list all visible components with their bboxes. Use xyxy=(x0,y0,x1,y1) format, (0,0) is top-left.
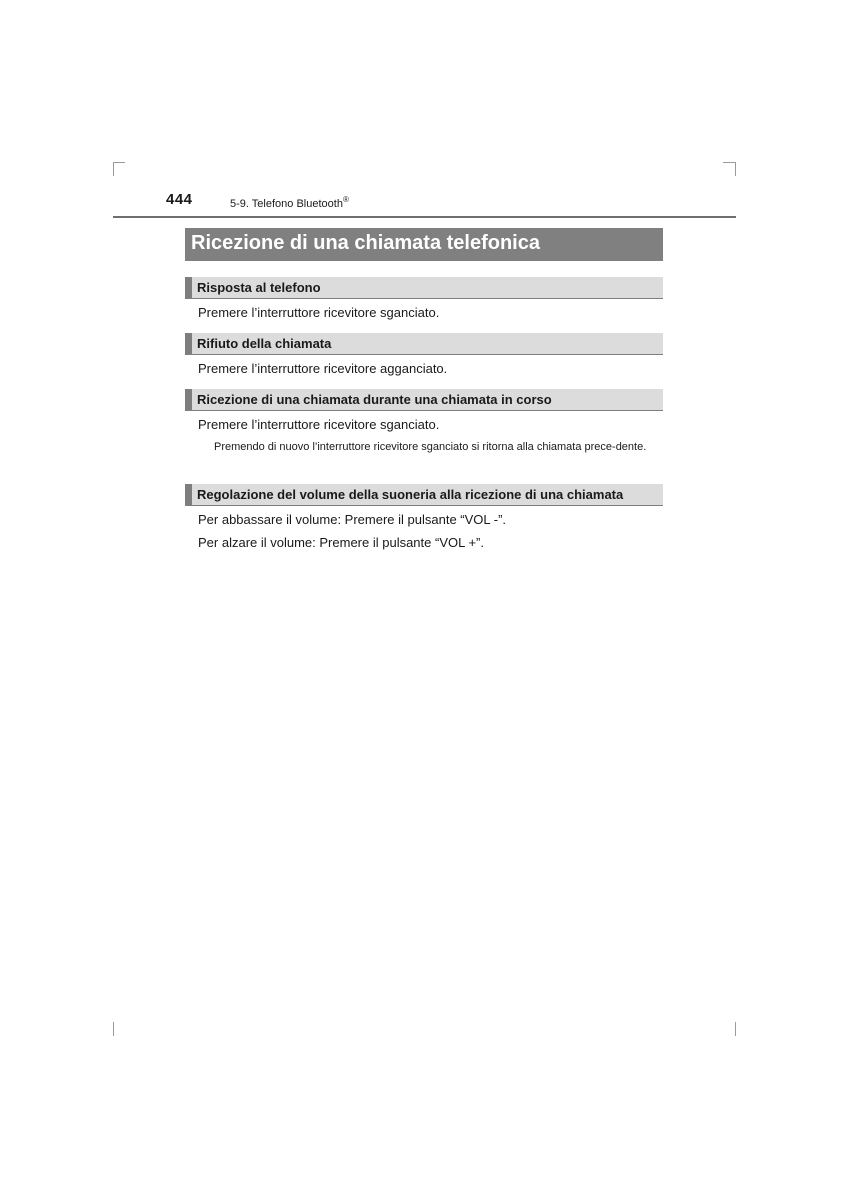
section-text-risposta: Premere l’interruttore ricevitore sganciato. xyxy=(198,305,440,320)
section-text-rifiuto: Premere l’interruttore ricevitore agganciato. xyxy=(198,361,448,376)
section-heading-chiamata-in-corso: Ricezione di una chiamata durante una chiamata in corso xyxy=(185,389,663,411)
crop-mark-bottom-left-vertical xyxy=(113,1022,114,1036)
crop-mark-top-right-horizontal xyxy=(723,162,735,163)
crop-mark-top-right-vertical xyxy=(735,162,736,176)
page-title: Ricezione di una chiamata telefonica xyxy=(185,228,663,261)
section-heading-risposta: Risposta al telefono xyxy=(185,277,663,299)
page-number: 444 xyxy=(166,191,193,208)
section-text-chiamata-in-corso: Premere l’interruttore ricevitore sganciato. xyxy=(198,417,440,432)
section-reference xyxy=(230,195,349,210)
section-text-volume-up: Per alzare il volume: Premere il pulsante “VOL +”. xyxy=(198,535,484,550)
section-note-chiamata-in-corso: Premendo di nuovo l’interruttore ricevitore sganciato si ritorna alla chiamata prece-dente. xyxy=(214,441,647,453)
crop-mark-top-left-vertical xyxy=(113,162,114,176)
header-rule xyxy=(113,216,736,218)
section-heading-volume-suoneria: Regolazione del volume della suoneria alla ricezione di una chiamata xyxy=(185,484,663,506)
section-heading-rifiuto: Rifiuto della chiamata xyxy=(185,333,663,355)
crop-mark-bottom-right-vertical xyxy=(735,1022,736,1036)
crop-mark-top-left-horizontal xyxy=(113,162,125,163)
section-reference-text: 5-9. Telefono Bluetooth xyxy=(230,198,343,210)
section-text-volume-down: Per abbassare il volume: Premere il pulsante “VOL -”. xyxy=(198,512,507,527)
registered-mark: ® xyxy=(342,195,349,204)
